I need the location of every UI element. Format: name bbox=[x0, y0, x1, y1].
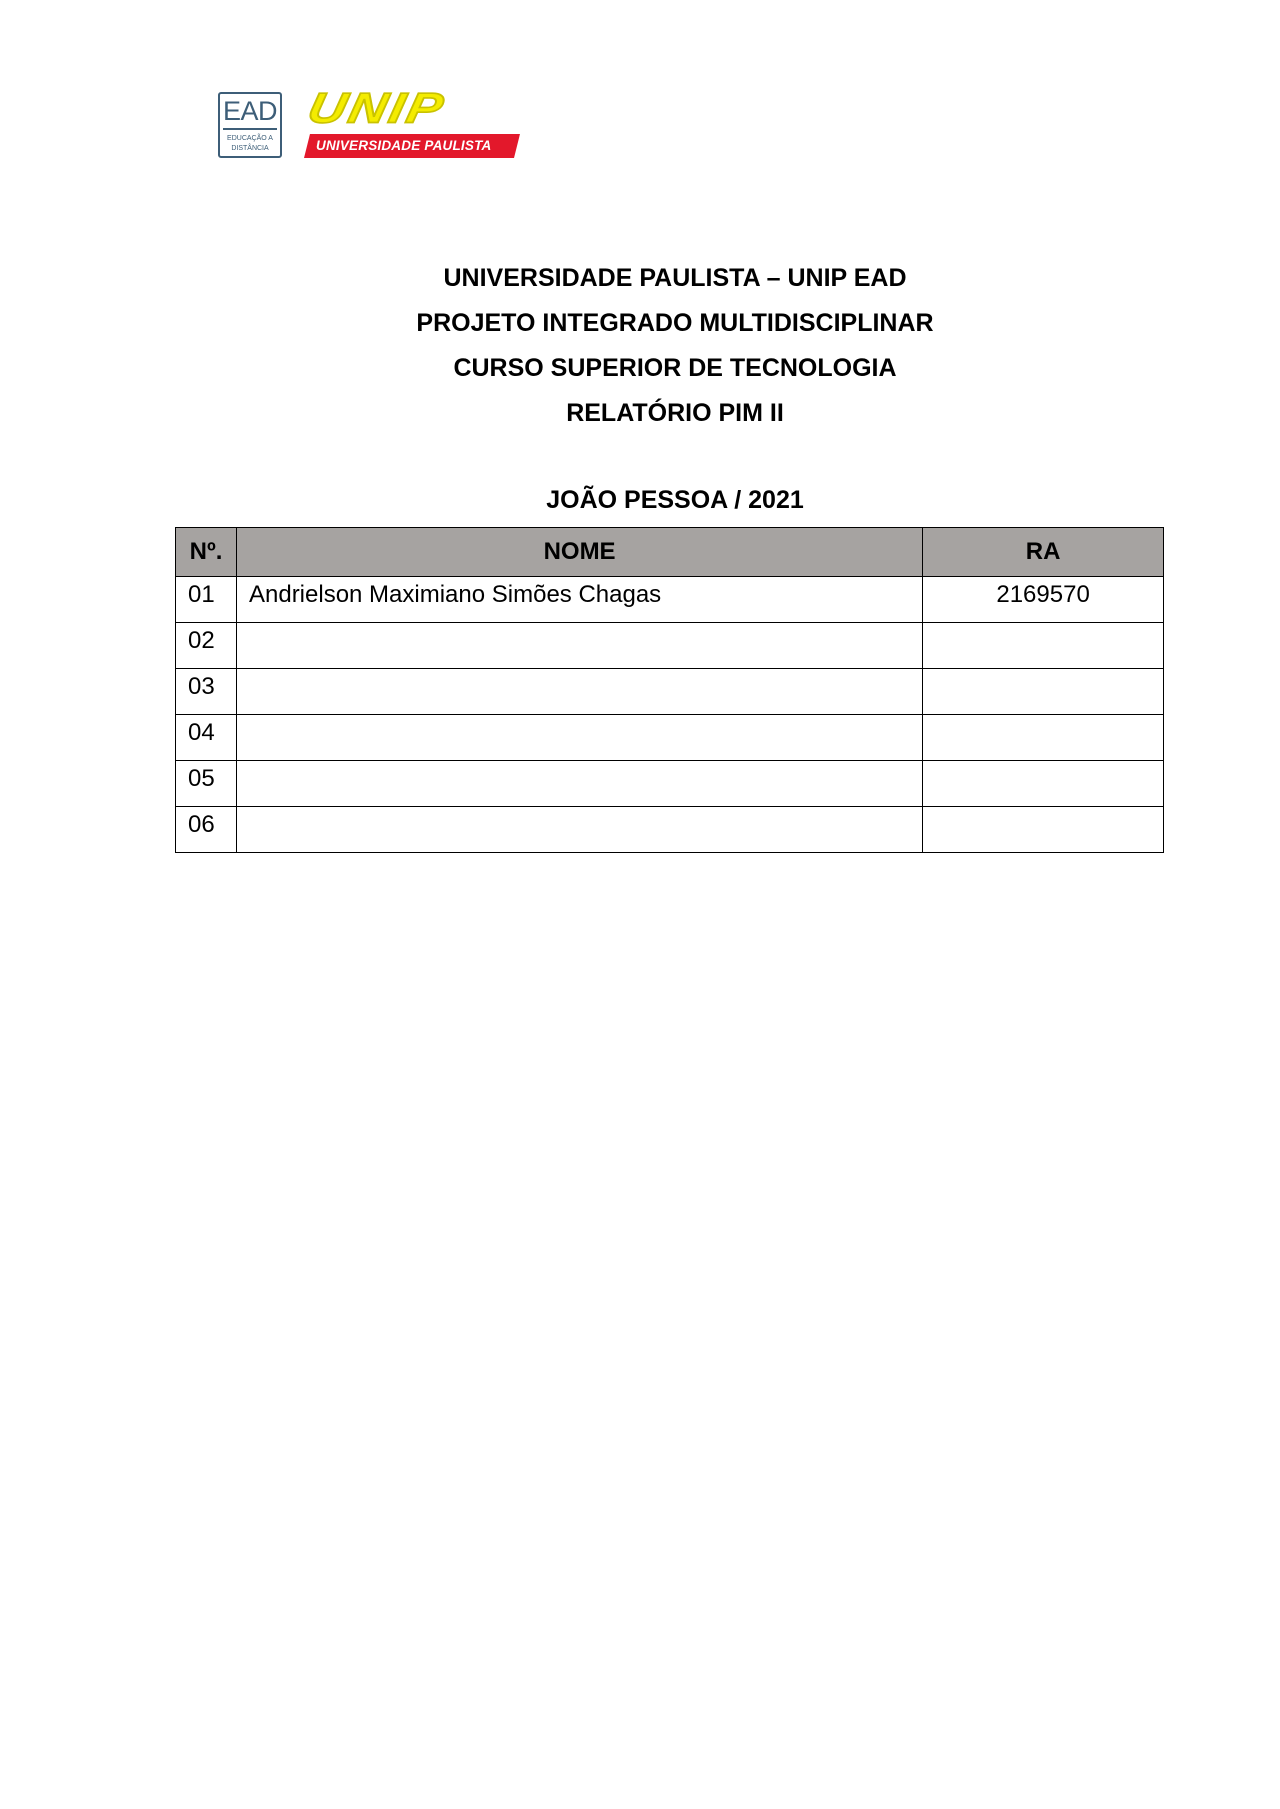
city-year: JOÃO PESSOA / 2021 bbox=[546, 486, 804, 514]
ead-logo-subtitle-2: DISTÂNCIA bbox=[231, 145, 269, 152]
row-ra bbox=[923, 761, 1164, 807]
row-ra bbox=[923, 807, 1164, 853]
title-university: UNIVERSIDADE PAULISTA – UNIP EAD bbox=[443, 264, 907, 292]
row-name bbox=[236, 669, 922, 715]
row-name bbox=[236, 807, 922, 853]
ead-logo-subtitle-1: EDUCAÇÃO A bbox=[227, 135, 273, 142]
row-name bbox=[236, 715, 922, 761]
title-project: PROJETO INTEGRADO MULTIDISCIPLINAR bbox=[416, 309, 934, 337]
header-num: Nº. bbox=[176, 528, 237, 577]
header-name: NOME bbox=[236, 528, 922, 577]
ead-logo-divider bbox=[223, 128, 277, 130]
members-table bbox=[175, 527, 1164, 853]
row-num: 03 bbox=[176, 669, 237, 715]
header-ra: RA bbox=[923, 528, 1164, 577]
row-num: 06 bbox=[176, 807, 237, 853]
table-row bbox=[176, 669, 1164, 715]
row-num: 01 bbox=[176, 577, 237, 623]
row-num: 04 bbox=[176, 715, 237, 761]
row-ra bbox=[923, 715, 1164, 761]
row-num: 05 bbox=[176, 761, 237, 807]
table-row bbox=[176, 623, 1164, 669]
table-row bbox=[176, 715, 1164, 761]
row-name bbox=[236, 623, 922, 669]
table-row bbox=[176, 761, 1164, 807]
row-name bbox=[236, 761, 922, 807]
row-ra: 2169570 bbox=[923, 577, 1164, 623]
ead-logo-word: EAD bbox=[222, 96, 278, 126]
table-row bbox=[176, 807, 1164, 853]
title-course: CURSO SUPERIOR DE TECNOLOGIA bbox=[453, 354, 897, 382]
table-header-row bbox=[176, 528, 1164, 577]
table-row bbox=[176, 577, 1164, 623]
logo-area bbox=[218, 84, 518, 160]
row-ra bbox=[923, 623, 1164, 669]
unip-logo-band-text: UNIVERSIDADE PAULISTA bbox=[316, 138, 492, 153]
row-name: Andrielson Maximiano Simões Chagas bbox=[236, 577, 922, 623]
row-num: 02 bbox=[176, 623, 237, 669]
unip-logo-word: UNIP bbox=[303, 84, 451, 133]
row-ra bbox=[923, 669, 1164, 715]
ead-logo bbox=[218, 92, 282, 158]
unip-logo bbox=[303, 84, 516, 160]
title-report: RELATÓRIO PIM II bbox=[566, 399, 784, 427]
title-block bbox=[0, 256, 1280, 436]
